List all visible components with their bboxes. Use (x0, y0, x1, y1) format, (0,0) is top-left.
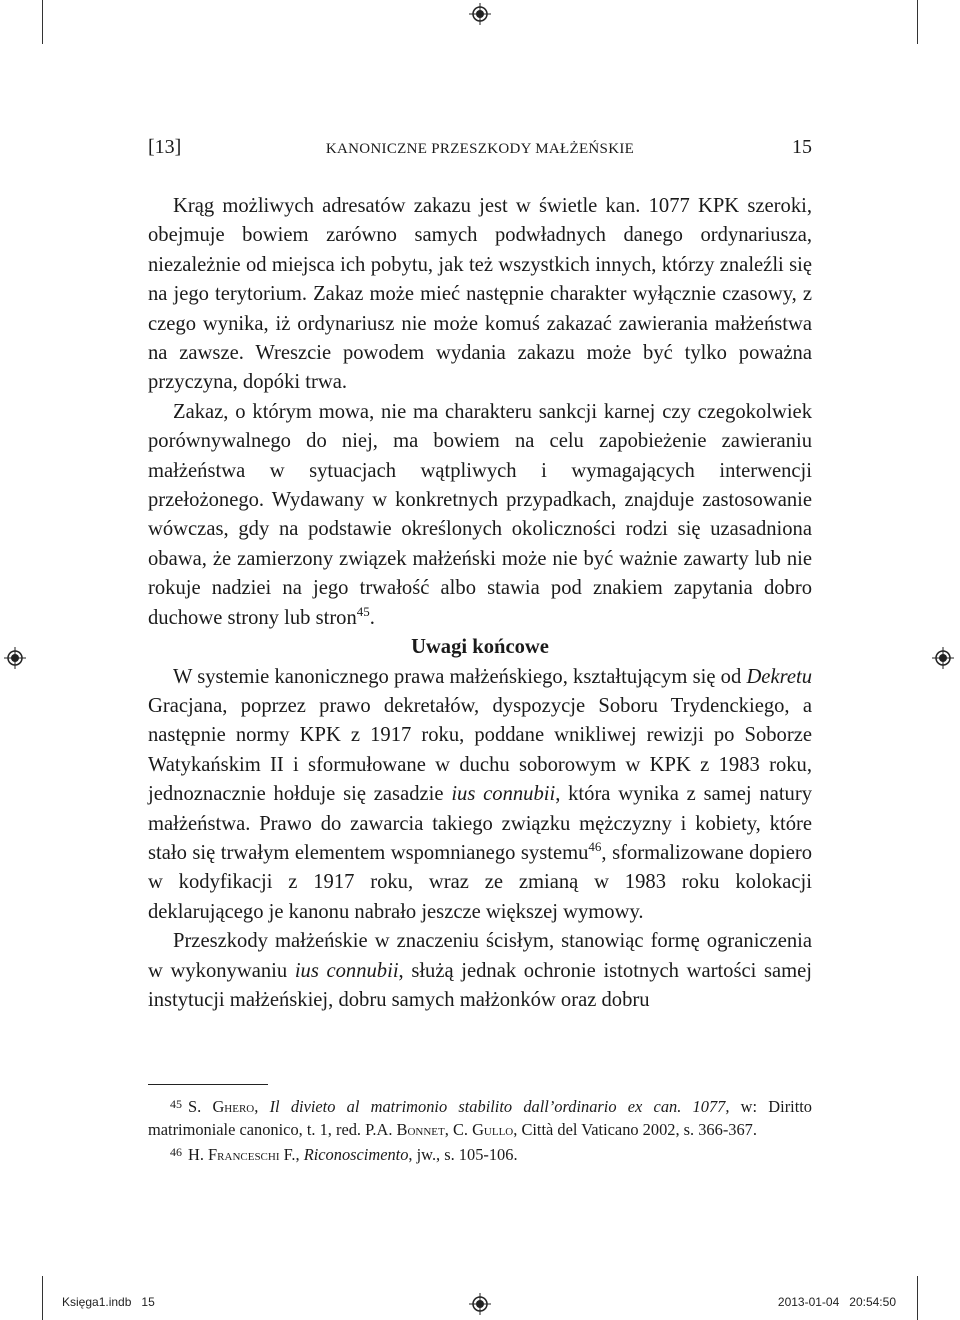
body-text (148, 192, 812, 1015)
crop-mark (917, 1276, 918, 1320)
paragraph (148, 927, 812, 1015)
paragraph-text: Zakaz, o którym mowa, nie ma charakteru sankcji karnej czy czegokolwiek porównywalnego do niej, ma bowiem na celu zapobieżenie zawieraniu małżeństwa w sytuacjach wątpliwych i wymagających interwencji przełożonego. Wydawany w konkretnych przypadkach, znajduje zastosowanie wówczas, gdy na podstawie określonych okoliczności rodzi się uzasadniona obawa, że zamierzony związek małżeński może nie być ważnie zawarty lub nie rokuje nadziei na jego trwałość albo stawia pod znakiem zapytania dobro duchowe strony lub stron (148, 400, 812, 629)
section-number: [13] (148, 136, 182, 158)
paragraph (148, 398, 812, 633)
author-name: Gullo (472, 1120, 514, 1139)
author-name: Bonnet (396, 1120, 445, 1139)
paragraph-text: Gracjana, poprzez prawo dekretałów, dyspozycje Soboru Trydenckiego, a następnie normy KPK z 1917 roku, poddane wnikliwej rewizji po Soborze Watykańskim II i sformułowane w duchu soborowym w KPK z 1983 roku, jednoznacznie hołduje się zasadzie (148, 694, 812, 806)
slug-file: Księga1.indb 15 (62, 1295, 155, 1309)
paragraph-text: , służą jednak ochronie istotnych wartości samej instytucji małżeńskiej, dobru samych małżonków oraz dobru (148, 959, 813, 1011)
footnote-text: F., (279, 1145, 304, 1164)
footnote-number: 46 (170, 1145, 182, 1159)
author-name: Franceschi (208, 1145, 280, 1164)
paragraph (148, 192, 812, 398)
registration-mark-icon (469, 1293, 491, 1315)
author-name: Ghero (212, 1097, 255, 1116)
running-title: KANONICZNE PRZESZKODY MAŁŻEŃSKIE (325, 141, 635, 157)
slug-datetime: 2013-01-04 20:54:50 (777, 1295, 896, 1309)
footnote-text: S. (188, 1097, 213, 1116)
footnote-46 (148, 1141, 812, 1166)
registration-mark-icon (469, 3, 491, 25)
footnote-text: , Città del Vaticano 2002, s. 366-367. (513, 1120, 757, 1139)
paragraph-text: , sformalizowane dopiero w kodyfikacji z 1917 roku, wraz ze zmianą w 1983 roku kolokacji deklarującego je kanonu nabrało jeszcze większej wymowy. (148, 841, 812, 923)
footnote-text: w: Diritto matrimoniale canonico, t. 1, red. P.A. (148, 1097, 813, 1139)
footnote-ref[interactable]: 46 (588, 839, 602, 855)
italic-term: ius connubii (451, 783, 556, 806)
footnote-text: , C. (444, 1120, 473, 1139)
crop-mark (42, 0, 43, 44)
paragraph-text: , która wynika z samej natury małżeństwa. Prawo do zawarcia takiego związku mężczyzny i kobiety, które stało się trwałym elementem wspomnianego systemu (148, 783, 813, 864)
footnote-text: , jw., s. 105-106. (408, 1145, 518, 1164)
running-header (148, 136, 812, 166)
paragraph (148, 663, 812, 928)
work-title: Riconoscimento (303, 1145, 409, 1164)
paragraph-text: . (369, 606, 375, 629)
paragraph-text: W systemie kanonicznego prawa małżeńskiego, kształtującym się od (173, 665, 747, 688)
footnote-ref[interactable]: 45 (356, 603, 370, 619)
crop-mark (917, 0, 918, 44)
work-title: Il divieto al matrimonio stabilito dall’ordinario ex can. 1077, (269, 1097, 730, 1116)
italic-term: Dekretu (746, 665, 812, 688)
paragraph-text: Krąg możliwych adresatów zakazu jest w świetle kan. 1077 KPK szeroki, obejmuje bowiem zarówno samych podwładnych danego ordynariusza, niezależnie od miejsca ich pobytu, jak też wszystkich innych, którzy znaleźli się na jego terytorium. Zakaz może mieć następnie charakter wyłącznie czasowy, z czego wynika, iż ordynariusz nie może komuś zakazać zawierania małżeństwa na zawsze. Wreszcie powodem wydania zakazu może być tylko poważna przyczyna, dopóki trwa. (148, 195, 812, 394)
footnote-number: 45 (170, 1097, 182, 1111)
paragraph-text: Przeszkody małżeńskie w znaczeniu ścisłym, stanowiąc formę ograniczenia w wykonywaniu (148, 930, 812, 982)
footnote-text: H. (188, 1145, 209, 1164)
footnotes (148, 1093, 812, 1166)
page-number: 15 (792, 136, 812, 158)
footnote-45 (148, 1093, 812, 1141)
italic-term: ius connubii (294, 959, 399, 982)
crop-mark (42, 1276, 43, 1320)
registration-mark-icon (4, 647, 26, 669)
registration-mark-icon (932, 647, 954, 669)
section-title: Uwagi końcowe (411, 636, 549, 659)
footnote-text: , (254, 1097, 270, 1116)
footnote-rule (148, 1084, 268, 1085)
